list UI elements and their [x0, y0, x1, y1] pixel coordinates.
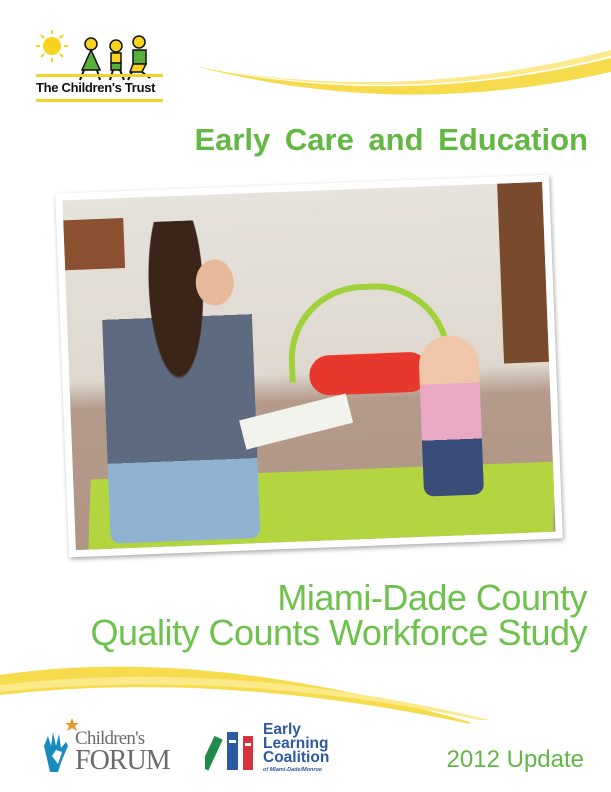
hand-star-icon — [40, 716, 80, 774]
elc-line2: Learning — [263, 735, 329, 752]
subtitle-line-2: Quality Counts Workforce Study — [90, 612, 587, 653]
childrens-trust-name: The Children's Trust — [36, 80, 156, 95]
subtitle-line-1: Miami-Dade County — [277, 577, 587, 618]
book — [239, 394, 353, 450]
elc-subtitle: of Miami-Dade/Monroe — [263, 767, 322, 773]
classroom-photo-icon — [62, 182, 555, 550]
edition-label: 2012 Update — [446, 746, 584, 773]
teacher — [98, 218, 260, 544]
bottom-swoosh — [0, 650, 611, 730]
toy-pillow — [309, 351, 430, 396]
elc-line1: Early — [263, 721, 301, 738]
children-sun-icon — [34, 26, 166, 86]
logo-rule-top — [36, 74, 163, 77]
document-title: Early Care and Education — [194, 122, 588, 157]
books-icon — [205, 730, 260, 772]
elc-name — [263, 723, 329, 765]
elc-line3: Coalition — [263, 749, 330, 766]
baby-right — [463, 327, 544, 500]
cover-photo — [55, 175, 563, 558]
childrens-forum-line2: FORUM — [75, 745, 170, 776]
logo-rule-bottom — [36, 99, 163, 102]
childrens-forum-line1: Children's — [75, 728, 145, 749]
